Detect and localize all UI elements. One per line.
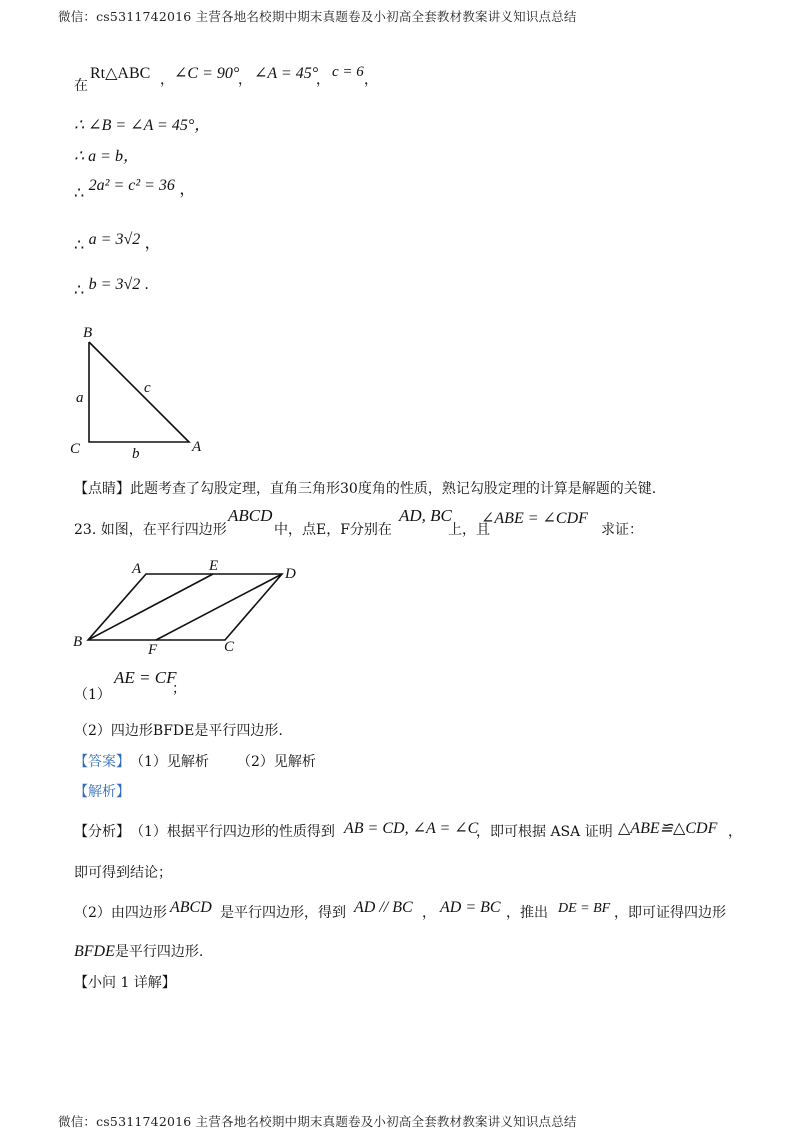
label-a: A [132,561,142,577]
abcd-label: ABCD [228,506,273,525]
separator: ， [364,72,378,88]
label-e: E [209,558,219,574]
fenxi-line-1: 【分析】 （1）根据平行四边形的性质得到 AB = CD, ∠A = ∠C ，即可根据 ASA 证明 △ABE≌△CDF ， [74,820,742,840]
answer-part-2: （2）见解析 [237,754,316,770]
parallelogram-outline [88,574,282,640]
triangle-name: Rt△ABC [90,65,151,82]
problem-23-statement: 23. 如图，在平行四边形 ABCD 中，点E，F分别在 AD, BC 上，且 ∠ABE = ∠CDF 求证： [74,506,643,538]
fenxi-eq-1: AB = CD, ∠A = ∠C [344,820,479,837]
fenxi-bfde: BFDE [74,943,115,960]
angle-equality: ∠ABE = ∠CDF [481,510,588,527]
analysis-tag: 【解析】 [74,784,130,800]
label-c: C [224,639,235,655]
page-header: 微信：cs5311742016 主营各地名校期中期末真题卷及小初高全套教材教案讲义知识点总结 [58,9,577,24]
fenxi-eq-2: △ABE≌△CDF [618,820,718,837]
given-line [74,63,404,93]
step-angle-b: ∴ ∠B = ∠A = 45°， [74,117,211,134]
fenxi-part-2: （2）由四边形 ABCD 是平行四边形，得到 AD // BC ， AD = BC ，推出 DE = BF ，即可证得四边形 [74,899,726,921]
fenxi-tag: 【分析】 [74,824,130,840]
separator: ， [160,72,174,88]
comment-note: 【点睛】此题考查了勾股定理，直角三角形30度角的性质，熟记勾股定理的计算是解题的关键. [74,481,657,497]
label-side-b: b [132,446,140,462]
separator: ， [238,72,252,88]
page-footer: 微信：cs5311742016 主营各地名校期中期末真题卷及小初高全套教材教案讲义知识点总结 [58,1114,577,1129]
part-1: （1） AE = CF ； [74,668,186,703]
label-vertex-a: A [192,439,202,455]
fenxi-ad-bc: AD = BC [440,899,501,916]
label-side-c: c [144,380,151,396]
small-question-1-heading: 【小问 1 详解】 [74,975,176,991]
side-c: c = 6 [332,64,364,80]
step-a-eq-b: ∴ a = b， [74,148,139,165]
b-value-eq: b = 3√2 [88,276,141,293]
angle-a: ∠A = 45° [254,65,319,82]
label-side-a: a [76,390,84,406]
ae-eq-cf: AE = CF [114,668,177,687]
fenxi-de-bf: DE = BF [558,901,611,916]
segment-df [156,574,282,640]
angle-c: ∠C = 90° [174,65,240,82]
label-vertex-b: B [83,325,93,341]
triangle-outline [89,342,189,442]
fenxi-line-2: 即可得到结论； [74,865,172,881]
separator: ， [316,72,330,88]
answer-line [74,751,474,771]
fenxi-parallel: AD // BC [354,899,413,916]
label-vertex-c: C [70,441,81,457]
sides-label: AD, BC [399,506,452,525]
a-value-eq: a = 3√2 [88,231,141,248]
label-d: D [285,566,296,582]
label-b: B [73,634,83,650]
step-b-value: ∴ b = 3√2 . [74,276,149,299]
fenxi-abcd: ABCD [170,899,212,916]
segment-be [88,574,213,640]
pythag-eq: 2a² = c² = 36 [88,177,175,194]
fenxi-part-2-line-2: BFDE是平行四边形. [74,943,204,960]
part-2: （2）四边形BFDE是平行四边形. [74,723,283,739]
step-a-value: ∴ a = 3√2 ， [74,231,161,254]
parallelogram-figure [68,556,318,661]
answer-tag: 【答案】 [74,754,130,770]
prefix: 在 [74,78,88,94]
answer-part-1: （1）见解析 [130,754,209,770]
right-triangle-figure [68,320,218,465]
label-f: F [148,642,158,658]
step-pythag: ∴ 2a² = c² = 36 ， [74,177,196,202]
